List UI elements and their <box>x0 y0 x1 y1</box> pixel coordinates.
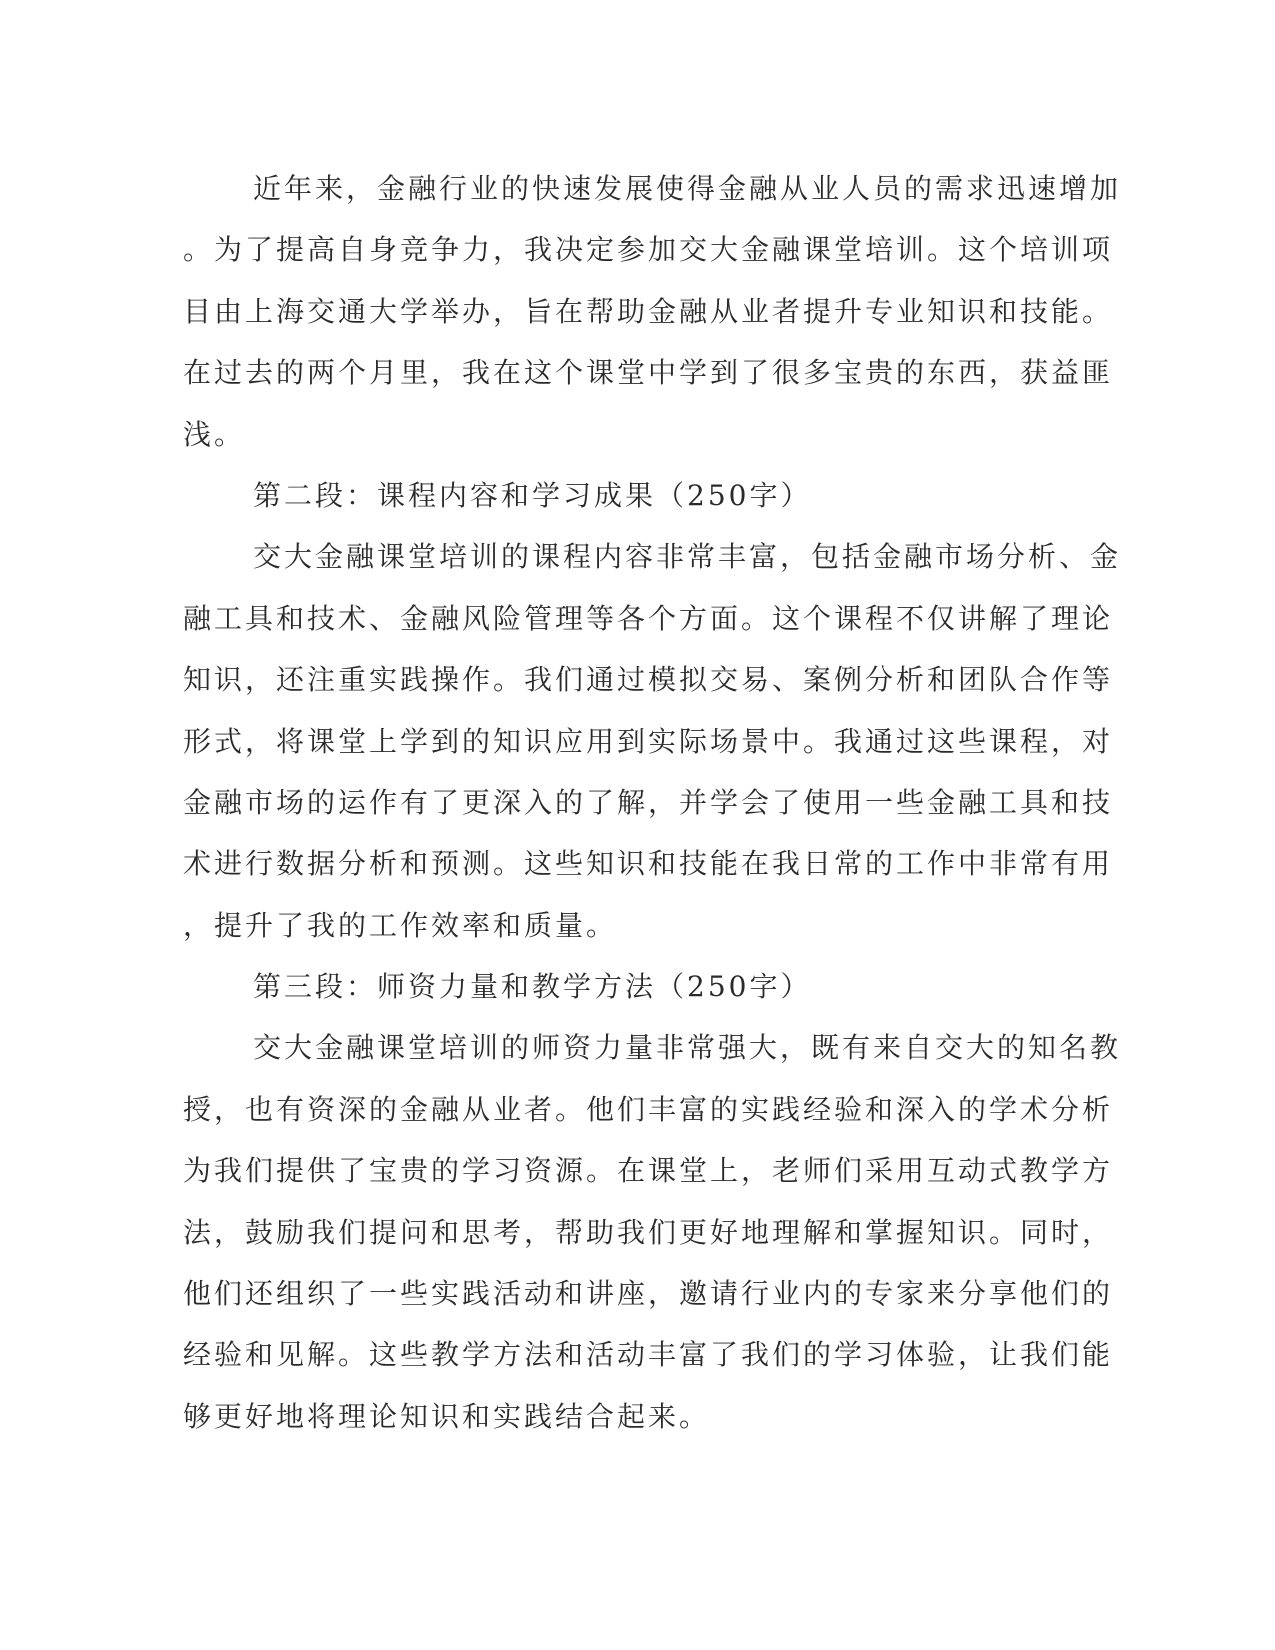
paragraph-line: ，提升了我的工作效率和质量。 <box>183 908 618 942</box>
section-heading: 第三段：师资力量和教学方法（250字） <box>253 970 812 1004</box>
paragraph-line: 浅。 <box>183 417 246 451</box>
paragraph-line: 目由上海交通大学举办，旨在帮助金融从业者提升专业知识和技能。 <box>183 294 1114 328</box>
paragraph-line: 在过去的两个月里，我在这个课堂中学到了很多宝贵的东西，获益匪 <box>183 356 1114 390</box>
section-heading: 第二段：课程内容和学习成果（250字） <box>253 478 812 512</box>
paragraph-line: 授，也有资深的金融从业者。他们丰富的实践经验和深入的学术分析 <box>183 1092 1114 1126</box>
paragraph-line: 为我们提供了宝贵的学习资源。在课堂上，老师们采用互动式教学方 <box>183 1154 1114 1188</box>
paragraph-line: 近年来，金融行业的快速发展使得金融从业人员的需求迅速增加 <box>253 172 1122 205</box>
paragraph-line: 融工具和技术、金融风险管理等各个方面。这个课程不仅讲解了理论 <box>183 601 1114 635</box>
document-body <box>183 158 1122 1447</box>
paragraph-line: 经验和见解。这些教学方法和活动丰富了我们的学习体验，让我们能 <box>183 1338 1114 1372</box>
paragraph-line: 知识，还注重实践操作。我们通过模拟交易、案例分析和团队合作等 <box>183 663 1114 697</box>
paragraph-line: 交大金融课堂培训的师资力量非常强大，既有来自交大的知名教 <box>253 1031 1122 1065</box>
paragraph-line: 金融市场的运作有了更深入的了解，并学会了使用一些金融工具和技 <box>183 785 1114 819</box>
paragraph-line: 法，鼓励我们提问和思考，帮助我们更好地理解和掌握知识。同时， <box>183 1215 1114 1249</box>
paragraph-line: 术进行数据分析和预测。这些知识和技能在我日常的工作中非常有用 <box>183 847 1114 881</box>
paragraph-line: 交大金融课堂培训的课程内容非常丰富，包括金融市场分析、金 <box>253 540 1122 574</box>
paragraph-line: 。为了提高自身竞争力，我决定参加交大金融课堂培训。这个培训项 <box>183 233 1114 267</box>
paragraph-line: 形式，将课堂上学到的知识应用到实际场景中。我通过这些课程，对 <box>183 724 1114 758</box>
paragraph-line: 他们还组织了一些实践活动和讲座，邀请行业内的专家来分享他们的 <box>183 1277 1114 1311</box>
paragraph-line: 够更好地将理论知识和实践结合起来。 <box>183 1399 711 1433</box>
